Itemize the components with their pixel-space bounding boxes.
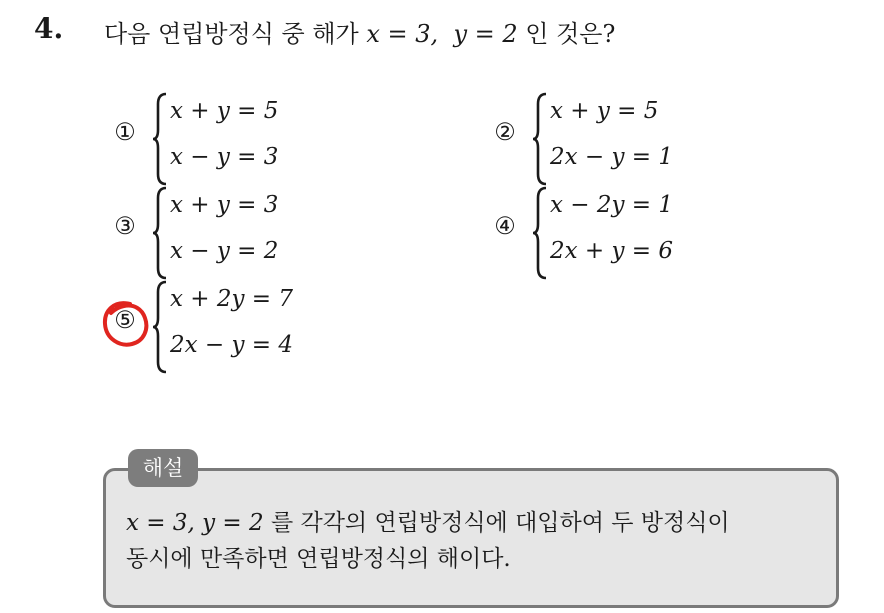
option-marker: ① bbox=[114, 118, 136, 146]
option-1[interactable] bbox=[108, 92, 428, 184]
equation-2: x − y = 2 bbox=[170, 238, 279, 264]
option-marker: ⑤ bbox=[114, 306, 136, 334]
left-brace-icon bbox=[152, 186, 168, 280]
solution-line-2: 동시에 만족하면 연립방정식의 해이다. bbox=[126, 546, 511, 572]
condition-y: y = 2 bbox=[453, 20, 518, 48]
equation-1: x + y = 3 bbox=[170, 192, 279, 218]
prompt-text: 다음 연립방정식 중 해가 bbox=[104, 20, 367, 48]
option-marker: ③ bbox=[114, 212, 136, 240]
equation-1: x + y = 5 bbox=[550, 98, 659, 124]
left-brace-icon bbox=[152, 280, 168, 374]
solution-tab-label: 해설 bbox=[128, 449, 198, 487]
equation-1: x + 2y = 7 bbox=[170, 286, 294, 312]
equation-2: 2x + y = 6 bbox=[550, 238, 674, 264]
equation-2: 2x − y = 1 bbox=[550, 144, 674, 170]
solution-math: x = 3, y = 2 bbox=[126, 510, 264, 536]
question-prompt bbox=[104, 14, 615, 49]
option-marker: ② bbox=[494, 118, 516, 146]
left-brace-icon bbox=[532, 92, 548, 186]
equation-1: x − 2y = 1 bbox=[550, 192, 674, 218]
question-number: 4. bbox=[34, 12, 64, 45]
equation-1: x + y = 5 bbox=[170, 98, 279, 124]
left-brace-icon bbox=[532, 186, 548, 280]
option-3[interactable] bbox=[108, 186, 428, 278]
left-brace-icon bbox=[152, 92, 168, 186]
condition-x: x = 3, bbox=[366, 20, 439, 48]
option-5[interactable] bbox=[108, 280, 428, 372]
equation-2: x − y = 3 bbox=[170, 144, 279, 170]
equation-2: 2x − y = 4 bbox=[170, 332, 294, 358]
prompt-end: 인 것은? bbox=[517, 20, 616, 48]
option-4[interactable] bbox=[488, 186, 808, 278]
option-marker: ④ bbox=[494, 212, 516, 240]
solution-line-1-text: 를 각각의 연립방정식에 대입하여 두 방정식이 bbox=[263, 510, 730, 536]
solution-line-1 bbox=[126, 505, 730, 541]
solution-text bbox=[126, 505, 730, 577]
option-2[interactable] bbox=[488, 92, 808, 184]
